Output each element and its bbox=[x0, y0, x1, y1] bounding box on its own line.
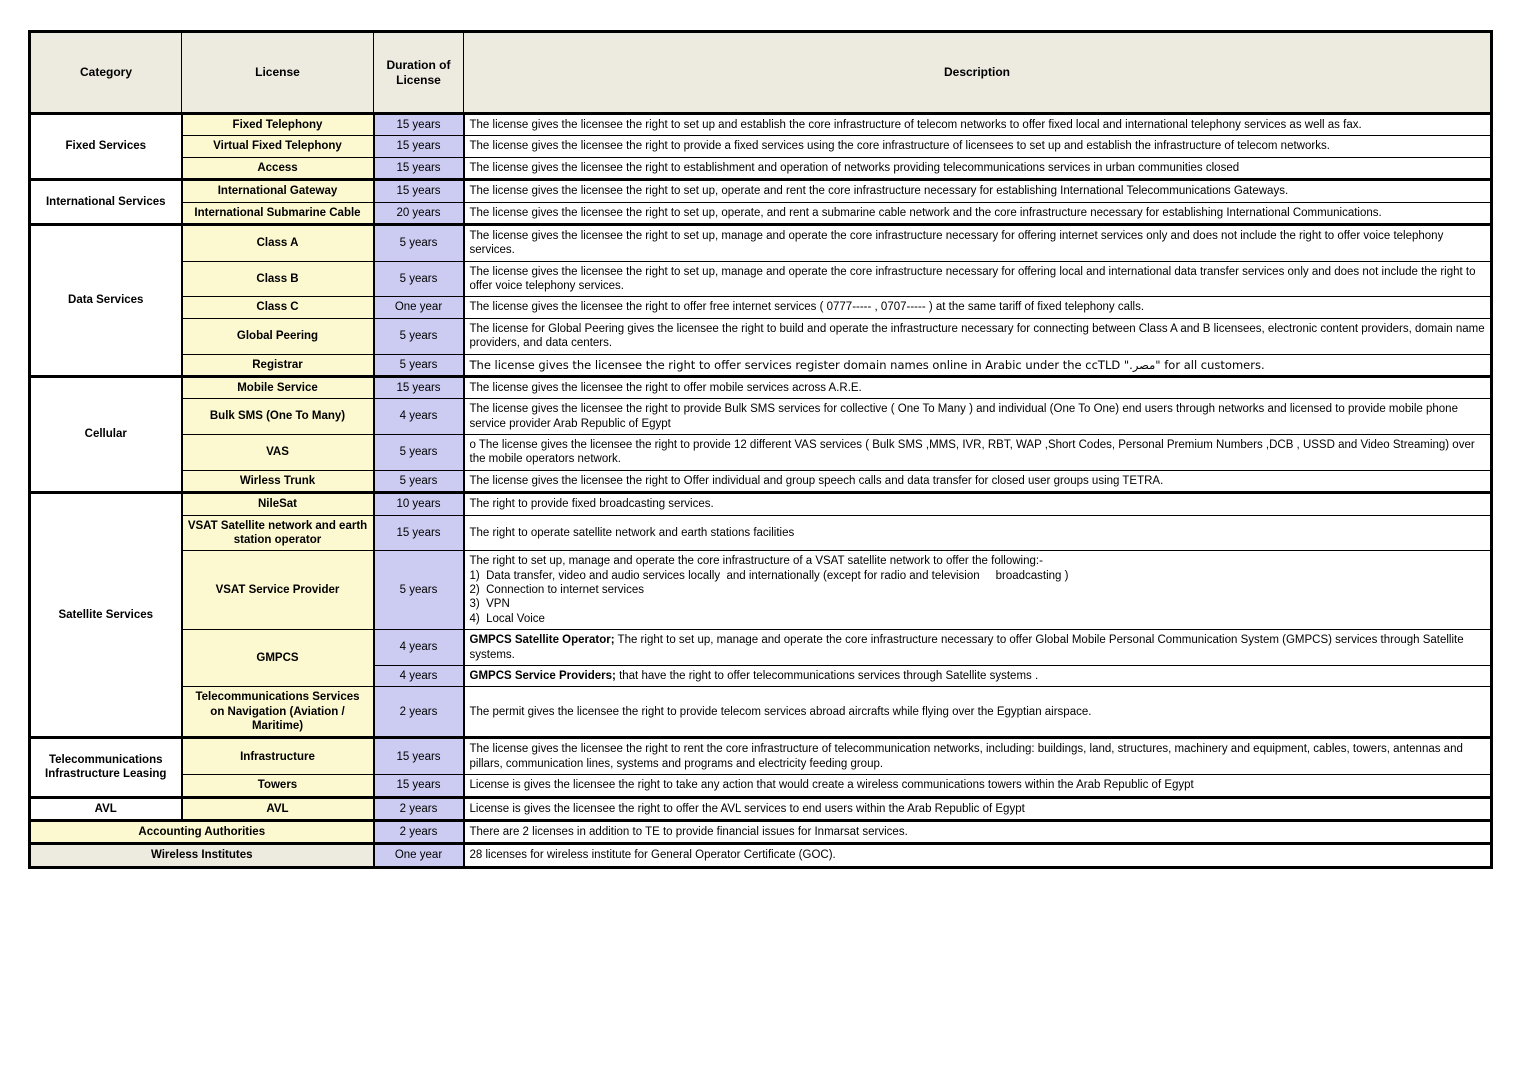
table-row bbox=[30, 775, 1492, 797]
license-cell: International Gateway bbox=[182, 180, 374, 202]
description-cell: The license gives the licensee the right to rent the core infrastructure of telecommunication networks, including: buildings, land, structures, machinery and equipment, cables, towers, antennas and pillars, communication lines, systems and programs and electricity feeding group. bbox=[464, 738, 1492, 775]
table-row bbox=[30, 318, 1492, 354]
license-cell: VSAT Service Provider bbox=[182, 551, 374, 630]
table-row bbox=[30, 738, 1492, 775]
license-cell: Global Peering bbox=[182, 318, 374, 354]
duration-cell: 20 years bbox=[374, 202, 464, 224]
table-row bbox=[30, 551, 1492, 630]
duration-cell: 15 years bbox=[374, 136, 464, 157]
duration-cell: One year bbox=[374, 297, 464, 318]
row-label-wireless-institutes: Wireless Institutes bbox=[30, 844, 374, 867]
license-cell: VSAT Satellite network and earth station operator bbox=[182, 515, 374, 551]
table-row bbox=[30, 435, 1492, 471]
license-cell: Bulk SMS (One To Many) bbox=[182, 399, 374, 435]
description-bold-prefix: GMPCS Satellite Operator; bbox=[469, 634, 615, 647]
duration-cell: One year bbox=[374, 844, 464, 867]
description-cell: License is gives the licensee the right to take any action that would create a wireless communications towers within the Arab Republic of Egypt bbox=[464, 775, 1492, 797]
table-header bbox=[30, 32, 1492, 114]
category-cell-data-services: Data Services bbox=[30, 224, 182, 376]
description-cell: The license gives the licensee the right to set up, manage and operate the core infrastructure necessary for offering local and international data transfer services only and does not include the right to offer voice telephony services. bbox=[464, 261, 1492, 297]
duration-cell: 2 years bbox=[374, 687, 464, 738]
license-cell: Infrastructure bbox=[182, 738, 374, 775]
column-header-duration: Duration of License bbox=[374, 32, 464, 114]
list-item: The right to set up, manage and operate the core infrastructure of a VSAT satellite network to offer the following:- bbox=[469, 555, 1043, 568]
table-row bbox=[30, 820, 1492, 843]
table-body bbox=[30, 114, 1492, 868]
description-cell: 28 licenses for wireless institute for General Operator Certificate (GOC). bbox=[464, 844, 1492, 867]
license-cell: VAS bbox=[182, 435, 374, 471]
license-cell: Fixed Telephony bbox=[182, 114, 374, 136]
table-row bbox=[30, 136, 1492, 157]
table-row bbox=[30, 630, 1492, 666]
duration-cell: 15 years bbox=[374, 157, 464, 179]
description-cell: The license gives the licensee the right to set up, manage and operate the core infrastructure necessary for offering internet services only and does not include the right to offer voice telephony services. bbox=[464, 224, 1492, 261]
telecom-licenses-table bbox=[28, 30, 1493, 869]
table-row bbox=[30, 493, 1492, 515]
duration-cell: 10 years bbox=[374, 493, 464, 515]
description-cell-vsat-list bbox=[464, 551, 1492, 630]
table-row bbox=[30, 114, 1492, 136]
duration-cell: 15 years bbox=[374, 515, 464, 551]
description-cell: o The license gives the licensee the right to provide 12 different VAS services ( Bulk SMS ,MMS, IVR, RBT, WAP ,Short Codes, Personal Premium Numbers ,DCB , USSD and Video Streaming) over the mobile operators network. bbox=[464, 435, 1492, 471]
license-cell: Towers bbox=[182, 775, 374, 797]
license-cell: NileSat bbox=[182, 493, 374, 515]
description-cell: The license gives the licensee the right to Offer individual and group speech calls and data transfer for closed user groups using TETRA. bbox=[464, 470, 1492, 492]
row-label-accounting-authorities: Accounting Authorities bbox=[30, 820, 374, 843]
duration-cell: 15 years bbox=[374, 775, 464, 797]
description-cell: The permit gives the licensee the right to provide telecom services abroad aircrafts while flying over the Egyptian airspace. bbox=[464, 687, 1492, 738]
description-cell: The license gives the licensee the right to set up, operate, and rent a submarine cable network and the core infrastructure necessary for establishing International Communications. bbox=[464, 202, 1492, 224]
category-cell-international-services: International Services bbox=[30, 180, 182, 225]
category-cell-avl: AVL bbox=[30, 797, 182, 820]
description-cell: The license gives the licensee the right to set up, operate and rent the core infrastructure necessary for establishing International Telecommunications Gateways. bbox=[464, 180, 1492, 202]
description-cell: The license gives the licensee the right to set up and establish the core infrastructure of telecom networks to offer fixed local and international telephony services as well as fax. bbox=[464, 114, 1492, 136]
table-row bbox=[30, 470, 1492, 492]
column-header-category: Category bbox=[30, 32, 182, 114]
description-cell: The right to provide fixed broadcasting services. bbox=[464, 493, 1492, 515]
duration-cell: 15 years bbox=[374, 180, 464, 202]
table-row bbox=[30, 157, 1492, 179]
column-header-description: Description bbox=[464, 32, 1492, 114]
description-text: The right to set up, manage and operate the core infrastructure necessary to offer Global Mobile Personal Communication System (GMPCS) services through Satellite systems. bbox=[469, 634, 1464, 661]
table-row bbox=[30, 687, 1492, 738]
table-row bbox=[30, 376, 1492, 398]
category-cell-infrastructure-leasing: Telecommunications Infrastructure Leasing bbox=[30, 738, 182, 797]
description-text: that have the right to offer telecommunications services through Satellite systems . bbox=[615, 669, 1039, 682]
category-cell-fixed-services: Fixed Services bbox=[30, 114, 182, 180]
description-bold-prefix: GMPCS Service Providers; bbox=[469, 669, 616, 682]
table-row bbox=[30, 180, 1492, 202]
table-row bbox=[30, 515, 1492, 551]
duration-cell: 4 years bbox=[374, 630, 464, 666]
license-cell: Class A bbox=[182, 224, 374, 261]
table-row bbox=[30, 354, 1492, 376]
description-cell: The license gives the licensee the right to offer free internet services ( 0777----- , 0707----- ) at the same tariff of fixed telephony calls. bbox=[464, 297, 1492, 318]
column-header-license: License bbox=[182, 32, 374, 114]
description-cell bbox=[464, 630, 1492, 666]
duration-cell: 4 years bbox=[374, 665, 464, 686]
duration-cell: 5 years bbox=[374, 435, 464, 471]
duration-cell: 5 years bbox=[374, 318, 464, 354]
description-cell: The license gives the licensee the right to provide Bulk SMS services for collective ( One To Many ) and individual (One To One) end users through networks and licensed to provide mobile phone service provider Arab Republic of Egypt bbox=[464, 399, 1492, 435]
duration-cell: 15 years bbox=[374, 376, 464, 398]
description-cell: There are 2 licenses in addition to TE to provide financial issues for Inmarsat services. bbox=[464, 820, 1492, 843]
duration-cell: 15 years bbox=[374, 738, 464, 775]
license-cell: Class C bbox=[182, 297, 374, 318]
license-cell: Class B bbox=[182, 261, 374, 297]
duration-cell: 5 years bbox=[374, 354, 464, 376]
list-item: 2) Connection to internet services bbox=[469, 584, 645, 596]
list-item: 4) Local Voice bbox=[469, 612, 545, 625]
description-cell: License is gives the licensee the right to offer the AVL services to end users within the Arab Republic of Egypt bbox=[464, 797, 1492, 820]
license-cell: AVL bbox=[182, 797, 374, 820]
license-cell: Wirless Trunk bbox=[182, 470, 374, 492]
duration-cell: 4 years bbox=[374, 399, 464, 435]
list-item: 3) VPN bbox=[469, 598, 510, 611]
description-cell: The license for Global Peering gives the licensee the right to build and operate the infrastructure necessary for connecting between Class A and B licensees, electronic content providers, domain name providers, and data centers. bbox=[464, 318, 1492, 354]
description-cell: The license gives the licensee the right to establishment and operation of networks providing telecommunications services in urban communities closed bbox=[464, 157, 1492, 179]
table-row bbox=[30, 797, 1492, 820]
table-row bbox=[30, 844, 1492, 867]
duration-cell: 2 years bbox=[374, 820, 464, 843]
license-cell: Virtual Fixed Telephony bbox=[182, 136, 374, 157]
license-cell-gmpcs: GMPCS bbox=[182, 630, 374, 687]
category-cell-satellite-services: Satellite Services bbox=[30, 493, 182, 738]
duration-cell: 2 years bbox=[374, 797, 464, 820]
vsat-description-list bbox=[470, 554, 1486, 626]
table-row bbox=[30, 202, 1492, 224]
description-cell: The license gives the licensee the right to offer mobile services across A.R.E. bbox=[464, 376, 1492, 398]
duration-cell: 5 years bbox=[374, 551, 464, 630]
duration-cell: 5 years bbox=[374, 224, 464, 261]
category-cell-cellular: Cellular bbox=[30, 376, 182, 492]
license-cell: International Submarine Cable bbox=[182, 202, 374, 224]
licenses-table-sheet bbox=[28, 30, 1490, 869]
license-cell: Access bbox=[182, 157, 374, 179]
header-row bbox=[30, 32, 1492, 114]
table-row bbox=[30, 399, 1492, 435]
license-cell: Telecommunications Services on Navigation (Aviation / Maritime) bbox=[182, 687, 374, 738]
duration-cell: 5 years bbox=[374, 470, 464, 492]
license-cell: Registrar bbox=[182, 354, 374, 376]
table-row bbox=[30, 297, 1492, 318]
list-item: 1) Data transfer, video and audio services locally and internationally (except for radio and television broadcasting ) bbox=[469, 569, 1069, 582]
table-row bbox=[30, 224, 1492, 261]
table-row bbox=[30, 261, 1492, 297]
duration-cell: 5 years bbox=[374, 261, 464, 297]
license-cell: Mobile Service bbox=[182, 376, 374, 398]
description-cell: The license gives the licensee the right to provide a fixed services using the core infrastructure of licensees to set up and establish the infrastructure of telecom networks. bbox=[464, 136, 1492, 157]
description-cell: The license gives the licensee the right to offer services register domain names online in Arabic under the ccTLD ".مصر" for all customers. bbox=[464, 354, 1492, 376]
description-cell: The right to operate satellite network and earth stations facilities bbox=[464, 515, 1492, 551]
duration-cell: 15 years bbox=[374, 114, 464, 136]
description-cell bbox=[464, 665, 1492, 686]
